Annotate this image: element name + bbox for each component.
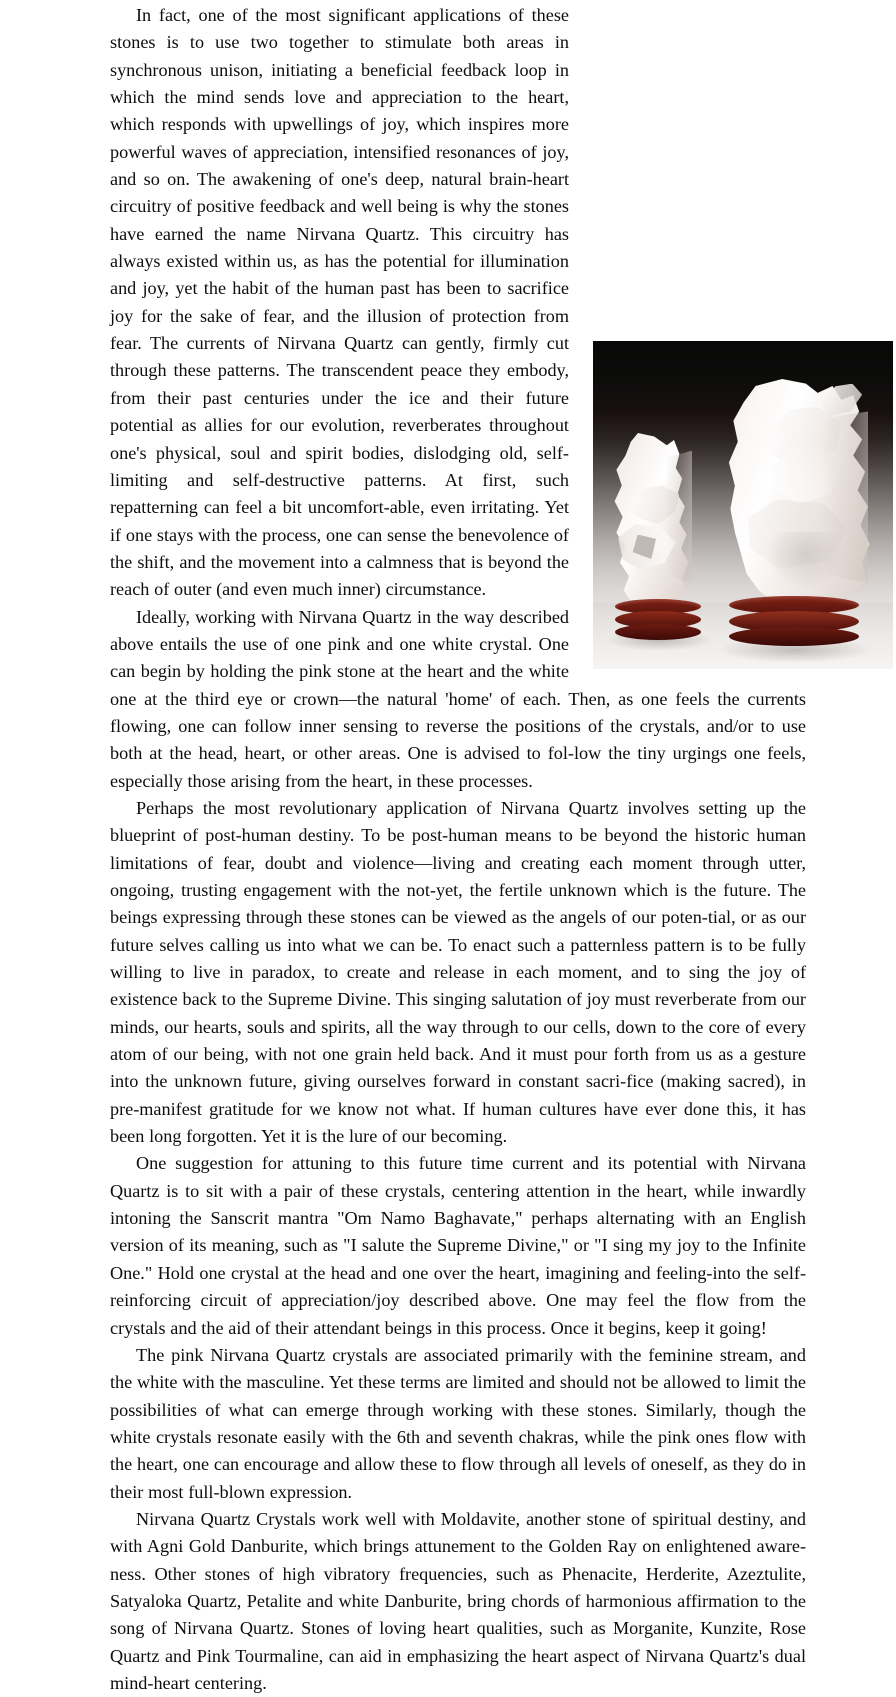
right-wooden-stand xyxy=(729,596,859,648)
stand-ring-bottom xyxy=(615,624,701,640)
paragraph-6: Nirvana Quartz Crystals work well with Moldavite, another stone of spiritual destiny, and with Agni Gold Danburite, which brings attunement to the Golden Ray on enlightened aware-ness. Other stones of high vibratory frequencies, such as Phenacite, Herderite, Azeztulite, Satyaloka Quartz, Petalite and white Danburite, bring chords of harmonious affirmation to the song of Nirvana Quartz. Stones of loving heart qualities, such as Morganite, Kunzite, Rose Quartz and Pink Tourmaline, can aid in emphasizing the heart aspect of Nirvana Quartz's dual mind-heart centering. xyxy=(110,1508,806,1693)
paragraph-4: One suggestion for attuning to this future time current and its potential with Nirvana Quartz is to sit with a pair of these crystals, centering attention in the heart, while inwardly intoning the Sanscrit mantra "Om Namo Baghavate," perhaps alternating with an English version of its meaning, such as "I salute the Supreme Divine," or "I sing my joy to the Infinite One." Hold one crystal at the head and one over the heart, imagining and feeling-into the self-reinforcing circuit of appreciation/joy described above. One may feel the flow from the crystals and the aid of their attendant beings in this process. Once it begins, keep it going! xyxy=(110,1153,806,1338)
paragraph-3: Perhaps the most revolutionary application of Nirvana Quartz involves setting up the blueprint of post-human destiny. To be post-human means to be beyond the historic human limitations of fear, doubt and violence—living and creating each moment through utter, ongoing, trusting engagement with the not-yet, the fertile unknown which is the future. The beings expressing through these stones can be viewed as the angels of our poten-tial, or as our future selves calling us into what we can be. To enact such a patternless pattern is to be fully willing to live in paradox, to create and release in each moment, and to sing the joy of existence back to the Supreme Divine. This singing salutation of joy must reverberate from our minds, our hearts, souls and spirits, all the way through to our cells, down to the core of every atom of our being, with not one grain held back. And it must pour forth from us as a gesture into the unknown future, giving ourselves forward in constant sacri-fice (making sacred), in pre-manifest gratitude for we know not what. If human cultures have ever done this, it has been long forgotten. Yet it is the lure of our becoming. xyxy=(110,797,806,1147)
paragraph-1: In fact, one of the most significant applications of these stones is to use two together to stimulate both areas in synchronous unison, initiating a beneficial feedback loop in which the mind sends love and appreciation to the heart, which responds with upwellings of joy, which inspires more powerful waves of appreciation, intensified resonances of joy, and so on. The awakening of one's deep, natural brain-heart circuitry of positive feedback and well being is why the stones have earned the name Nirvana Quartz. This circuitry has always existed within us, as has the potential for illumination and joy, yet the habit of the human past has been to sacrifice joy for the sake of fear, and the illusion of protection from fear. The currents of Nirvana Quartz can gently, firmly cut through these patterns. The transcendent peace they embody, from their past centuries under the ice and their future potential as allies for our evolution, reverberates throughout one's physical, soul and spirit bodies, dislodging old, self-limiting and self-destructive patterns. At first, such repatterning can feel a bit uncomfort-able, even irritating. Yet if one stays with the process, one can sense the benevolence of the shift, and the movement into a calmness that is beyond the reach of outer (and even much inner) circumstance. xyxy=(110,5,569,600)
crystal-shadow-edge xyxy=(665,451,692,584)
nirvana-quartz-photograph xyxy=(593,341,893,669)
smaller-quartz-crystal xyxy=(611,433,701,608)
left-wooden-stand xyxy=(615,599,701,641)
paragraph-2: Ideally, working with Nirvana Quartz in the way described above entails the use of one pink and one white crystal. One can begin by holding the pink stone at the heart and the white one at the third eye or crown—the natural 'home' of each. Then, as one feels the currents flowing, one can follow inner sensing to reverse the positions of the crystals, and/or to use both at the head, heart, or other areas. One is advised to fol-low the tiny urgings one feels, especially those arising from the heart, in these processes. xyxy=(110,606,806,791)
stand-ring-bottom xyxy=(729,627,859,646)
larger-quartz-crystal xyxy=(723,379,871,611)
body-text-column xyxy=(110,2,806,1697)
crystal-shadow-edge xyxy=(821,411,868,583)
paragraph-5: The pink Nirvana Quartz crystals are associated primarily with the feminine stream, and the white with the masculine. Yet these terms are limited and should not be allowed to limit the possibilities of what can emerge through working with these stones. Similarly, though the white crystals resonate easily with the 6th and seventh chakras, while the pink ones flow with the heart, one can encourage and allow these to flow through all levels of oneself, as they do in their most full-blown expression. xyxy=(110,1344,806,1502)
